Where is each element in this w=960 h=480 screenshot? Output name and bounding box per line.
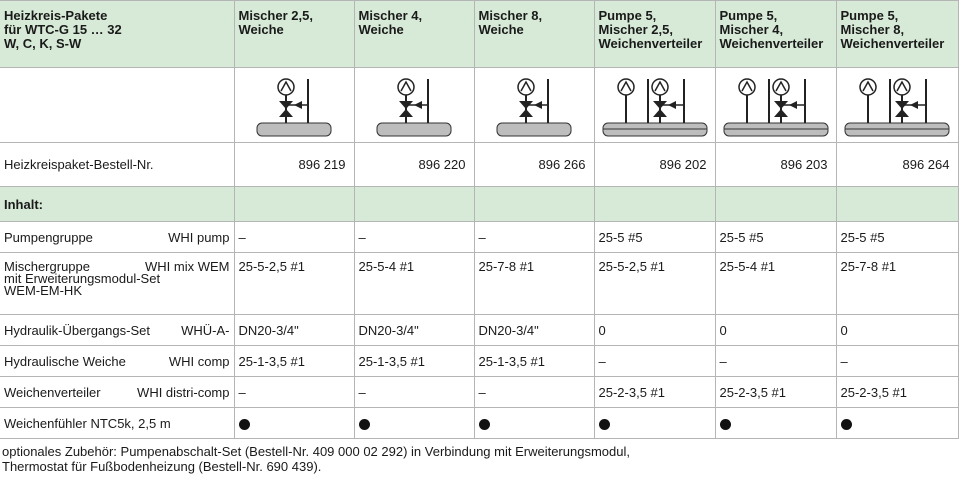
section-cell bbox=[354, 187, 474, 222]
section-cell bbox=[474, 187, 594, 222]
table-cell: – bbox=[234, 377, 354, 408]
table-cell: – bbox=[474, 377, 594, 408]
section-label: Inhalt: bbox=[0, 187, 234, 222]
table-cell: 25-7-8 #1 bbox=[474, 253, 594, 315]
column-header: Mischer 8, Weiche bbox=[474, 1, 594, 68]
mixer-single-icon bbox=[254, 71, 334, 139]
diagram-cell bbox=[474, 68, 594, 143]
section-cell bbox=[594, 187, 715, 222]
component-code: WHI distri-comp bbox=[137, 384, 230, 400]
component-name: Weichenfühler NTC5k, 2,5 m bbox=[4, 415, 171, 431]
pump-mixer-double-icon bbox=[600, 71, 710, 139]
component-code: WHI pump bbox=[168, 229, 230, 245]
diagram-cell bbox=[234, 68, 354, 143]
row-label bbox=[0, 222, 234, 253]
mixer-single-icon bbox=[374, 71, 454, 139]
component-code: WHI comp bbox=[168, 353, 230, 369]
included-dot bbox=[720, 419, 731, 430]
diagram-cell bbox=[836, 68, 958, 143]
column-header: Mischer 4, Weiche bbox=[354, 1, 474, 68]
section-cell bbox=[234, 187, 354, 222]
order-number: 896 203 bbox=[715, 143, 836, 187]
included-dot bbox=[479, 419, 490, 430]
row-label bbox=[0, 377, 234, 408]
row-label bbox=[0, 408, 234, 439]
pump-mixer-double-icon bbox=[842, 71, 952, 139]
table-cell: DN20-3/4" bbox=[234, 315, 354, 346]
table-cell: – bbox=[354, 377, 474, 408]
table-cell: – bbox=[836, 346, 958, 377]
diagram-cell bbox=[354, 68, 474, 143]
row-label bbox=[0, 253, 234, 315]
table-cell: 25-2-3,5 #1 bbox=[594, 377, 715, 408]
included-dot bbox=[359, 419, 370, 430]
table-cell: 25-2-3,5 #1 bbox=[836, 377, 958, 408]
table-cell: 25-5 #5 bbox=[594, 222, 715, 253]
table-cell: 25-5-2,5 #1 bbox=[234, 253, 354, 315]
included-dot bbox=[841, 419, 852, 430]
table-cell: 25-2-3,5 #1 bbox=[715, 377, 836, 408]
table-cell: 25-1-3,5 #1 bbox=[234, 346, 354, 377]
order-number: 896 219 bbox=[234, 143, 354, 187]
table-cell: 0 bbox=[715, 315, 836, 346]
order-number: 896 266 bbox=[474, 143, 594, 187]
dot-cell bbox=[715, 408, 836, 439]
table-cell: – bbox=[715, 346, 836, 377]
component-extra: WEM-EM-HK bbox=[4, 283, 82, 298]
table-cell: 25-7-8 #1 bbox=[836, 253, 958, 315]
table-cell: DN20-3/4" bbox=[354, 315, 474, 346]
component-name: Hydraulik-Übergangs-Set bbox=[4, 322, 150, 338]
pump-mixer-double-icon bbox=[721, 71, 831, 139]
component-name: Pumpengruppe bbox=[4, 229, 93, 245]
dot-cell bbox=[354, 408, 474, 439]
dot-cell bbox=[234, 408, 354, 439]
dot-cell bbox=[836, 408, 958, 439]
component-extra: mit Erweiterungsmodul-Set bbox=[4, 271, 161, 286]
mixer-single-icon bbox=[494, 71, 574, 139]
dot-cell bbox=[474, 408, 594, 439]
component-name: Weichenverteiler bbox=[4, 384, 101, 400]
table-cell: 0 bbox=[594, 315, 715, 346]
component-name: Mischergruppe bbox=[4, 259, 90, 274]
table-cell: – bbox=[594, 346, 715, 377]
table-cell: – bbox=[474, 222, 594, 253]
table-cell: 25-1-3,5 #1 bbox=[354, 346, 474, 377]
component-code: WHI mix WEM bbox=[145, 259, 230, 274]
footnote: optionales Zubehör: Pumpenabschalt-Set (Bestell-Nr. 409 000 02 292) in Verbindung mit Erweiterungsmodul, Thermostat für Fußbodenheizung (Bestell-Nr. 690 439). bbox=[2, 444, 630, 474]
diagram-label-cell bbox=[0, 68, 234, 143]
table-cell: 25-5-4 #1 bbox=[715, 253, 836, 315]
diagram-cell bbox=[715, 68, 836, 143]
column-header: Pumpe 5, Mischer 2,5, Weichenverteiler bbox=[594, 1, 715, 68]
table-cell: 25-5-2,5 #1 bbox=[594, 253, 715, 315]
order-number: 896 220 bbox=[354, 143, 474, 187]
diagram-cell bbox=[594, 68, 715, 143]
row-label bbox=[0, 346, 234, 377]
table-cell: 0 bbox=[836, 315, 958, 346]
table-cell: DN20-3/4" bbox=[474, 315, 594, 346]
component-name: Hydraulische Weiche bbox=[4, 353, 126, 369]
component-code: WHÜ-A- bbox=[181, 322, 230, 338]
included-dot bbox=[239, 419, 250, 430]
section-cell bbox=[715, 187, 836, 222]
order-number: 896 264 bbox=[836, 143, 958, 187]
dot-cell bbox=[594, 408, 715, 439]
table-cell: – bbox=[234, 222, 354, 253]
column-header: Pumpe 5, Mischer 4, Weichenverteiler bbox=[715, 1, 836, 68]
column-header: Pumpe 5, Mischer 8, Weichenverteiler bbox=[836, 1, 958, 68]
column-header: Mischer 2,5, Weiche bbox=[234, 1, 354, 68]
table-title: Heizkreis-Pakete für WTC-G 15 … 32 W, C, K, S-W bbox=[0, 1, 234, 68]
order-number: 896 202 bbox=[594, 143, 715, 187]
row-label bbox=[0, 315, 234, 346]
table-cell: 25-1-3,5 #1 bbox=[474, 346, 594, 377]
table-cell: 25-5 #5 bbox=[836, 222, 958, 253]
included-dot bbox=[599, 419, 610, 430]
section-cell bbox=[836, 187, 958, 222]
table-cell: – bbox=[354, 222, 474, 253]
table-cell: 25-5-4 #1 bbox=[354, 253, 474, 315]
order-number-label: Heizkreispaket-Bestell-Nr. bbox=[0, 143, 234, 187]
table-cell: 25-5 #5 bbox=[715, 222, 836, 253]
